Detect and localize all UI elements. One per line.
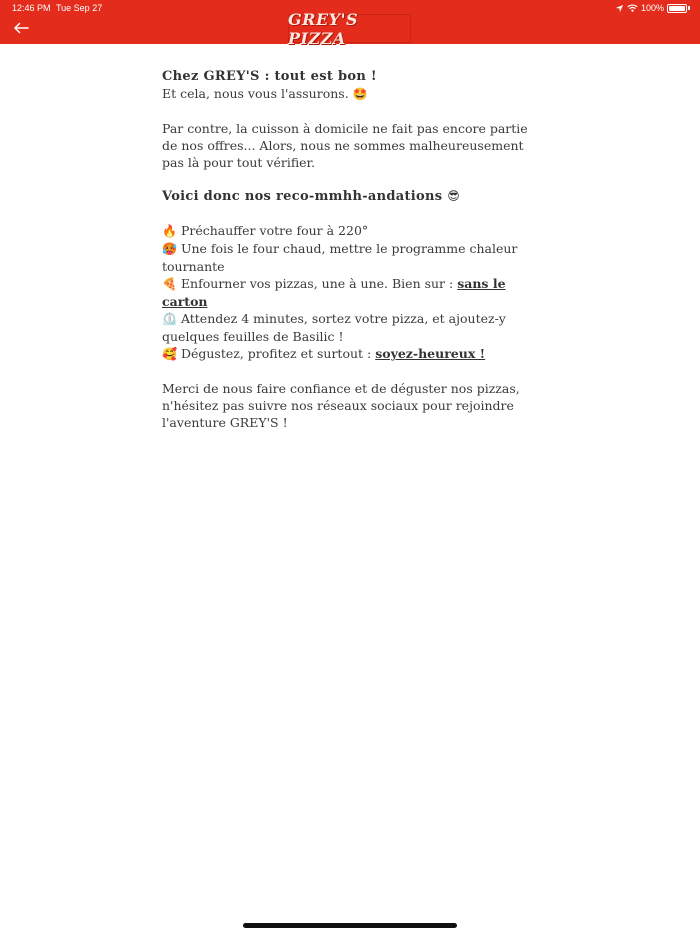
steps-list: [162, 222, 542, 363]
recommendations-title: [162, 188, 542, 205]
hot-face-emoji: 🥵: [162, 242, 177, 256]
pizza-emoji: 🍕: [162, 277, 177, 291]
info-content: [162, 68, 542, 431]
logo: [288, 9, 411, 48]
page-title: [162, 68, 542, 85]
cooking-disclaimer: Par contre, la cuisson à domicile ne fait pas encore partie de nos offres... Alors, nous ne sommes malheureusement pas là pour tout vérifier.: [162, 121, 528, 170]
fire-emoji: 🔥: [162, 224, 177, 238]
step-text: Enfourner vos pizzas, une à une. Bien sur :: [180, 276, 458, 291]
sunglasses-emoji: 😎: [447, 189, 461, 203]
arrow-left-icon: [13, 19, 29, 38]
step-text: Préchauffer votre four à 220°: [180, 223, 369, 238]
title-text: Chez GREY'S : tout est bon !: [162, 69, 377, 84]
closing-message: Merci de nous faire confiance et de déguster nos pizzas, n'hésitez pas suivre nos réseaux sociaux pour rejoindre l'aventure GREY'S !: [162, 381, 520, 430]
subtitle-text: Et cela, nous vous l'assurons.: [162, 86, 349, 101]
battery-fill: [669, 6, 685, 11]
step-text: Une fois le four chaud, mettre le programme chaleur tournante: [162, 241, 518, 274]
step-enjoy: [162, 345, 542, 363]
status-date: Tue Sep 27: [56, 3, 103, 13]
star-struck-emoji: 🤩: [352, 87, 368, 101]
smiling-hearts-emoji: 🥰: [162, 347, 177, 361]
battery-percent: 100%: [640, 3, 664, 13]
subtitle: [162, 85, 542, 103]
reco-title-text: Voici donc nos reco-mmhh-andations: [162, 189, 443, 204]
location-icon: [615, 4, 624, 13]
step-text: Attendez 4 minutes, sortez votre pizza, et ajoutez-y quelques feuilles de Basilic !: [162, 311, 506, 344]
sans-le-carton-link[interactable]: sans le carton: [162, 276, 506, 309]
step-convection: [162, 240, 542, 275]
back-button[interactable]: [10, 19, 32, 37]
status-indicators: [615, 3, 690, 13]
logo-text: GREY'S PIZZA: [288, 9, 359, 48]
battery-icon: [667, 4, 687, 13]
step-bake: [162, 275, 542, 310]
wifi-icon: [627, 4, 638, 13]
home-indicator[interactable]: [243, 923, 457, 928]
battery-nub: [688, 6, 690, 10]
step-wait: [162, 310, 542, 345]
step-preheat: [162, 222, 542, 240]
app-header: [0, 0, 700, 48]
timer-emoji: ⏲️: [162, 312, 177, 326]
soyez-heureux-link[interactable]: soyez-heureux !: [375, 346, 486, 361]
status-time: 12:46 PM: [12, 3, 51, 13]
step-text: Dégustez, profitez et surtout :: [180, 346, 376, 361]
